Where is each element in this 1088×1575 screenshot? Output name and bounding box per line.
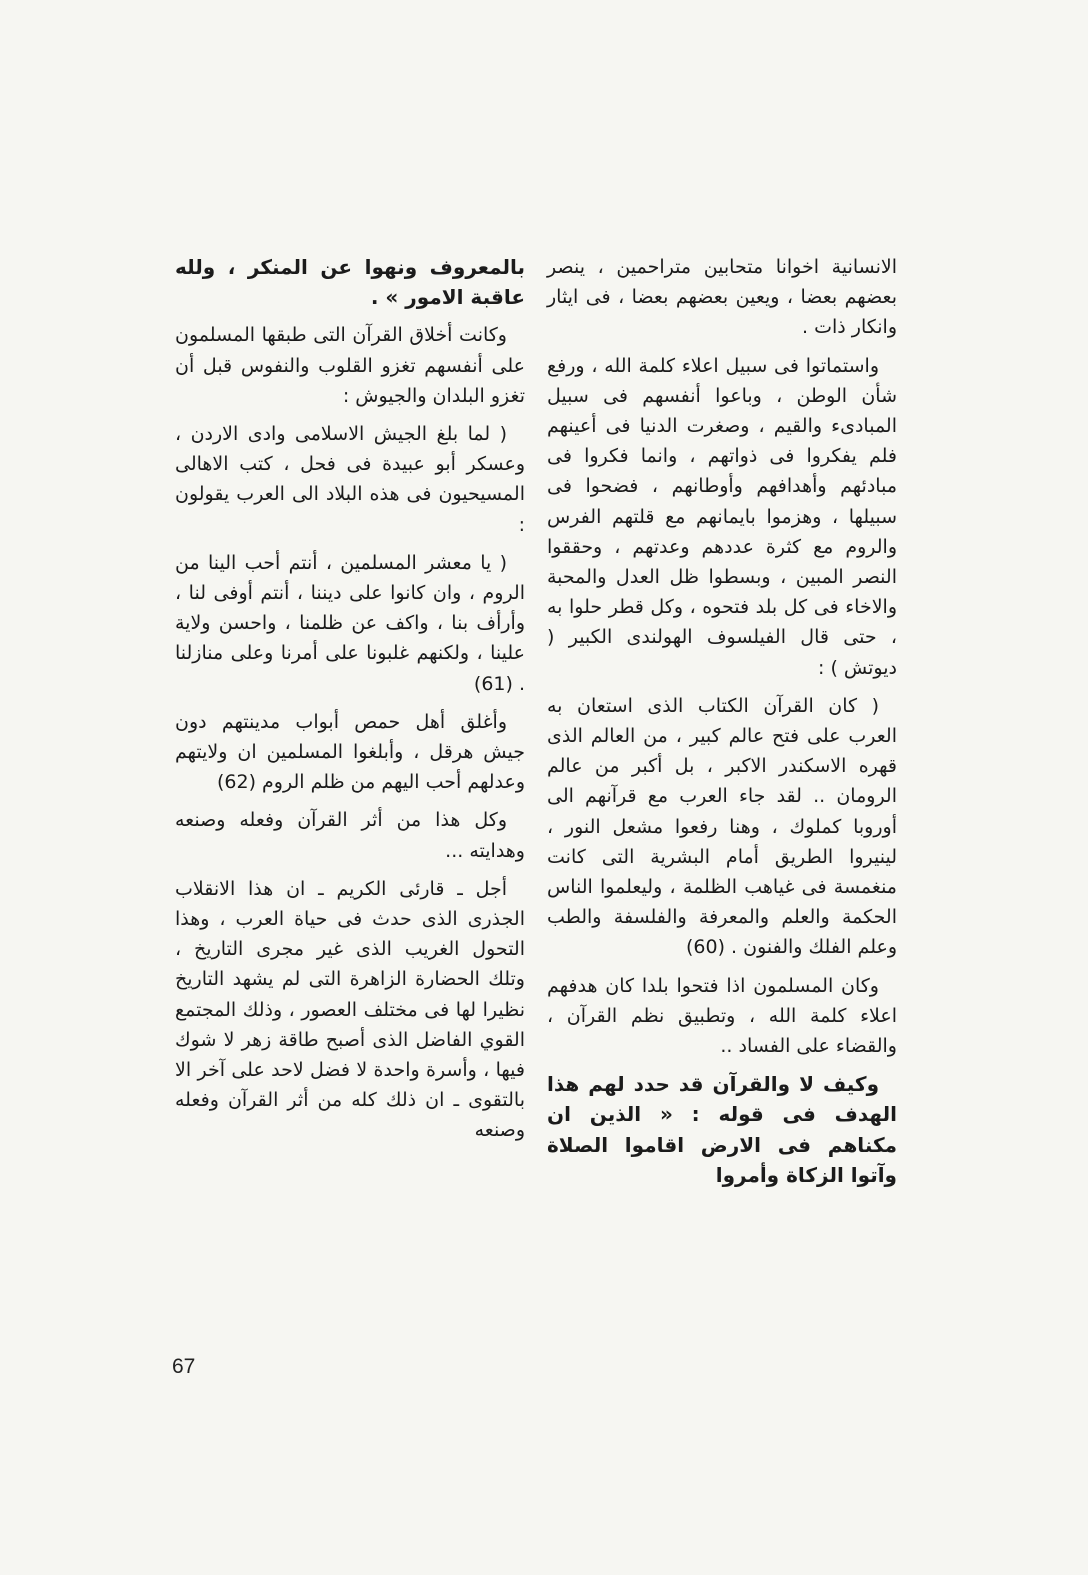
- quote-christians: ( يا معشر المسلمين ، أنتم أحب الينا من الروم ، وان كانوا على ديننا ، أنتم أوفى لنا ، وأرأف بنا ، واكف عن ظلمنا ، واحسن ولاية علينا ، ولكنهم غلبونا على أمرنا وعلى منازلنا . (61): [175, 551, 525, 695]
- paragraph-l7: أجل ـ قارئى الكريم ـ ان هذا الانقلاب الجذرى الذى حدث فى حياة العرب ، وهذا التحول الغريب الذى غير مجرى التاريخ ، وتلك الحضارة الزاهرة التى لم يشهد التاريخ نظيرا لها فى مختلف العصور ، وذلك المجتمع القوي الفاضل الذى أصبح طاقة زهر لا شوك فيها ، وأسرة واحدة لا فضل لاحد على آخر الا بالتقوى ـ ان ذلك كله من أثر القرآن وفعله وصنعه: [175, 877, 525, 1142]
- paragraph-r1: الانسانية اخوانا متحابين متراحمين ، ينصر بعضهم بعضا ، ويعين بعضهم بعضا ، فى ايثار وانكار ذات .: [547, 256, 897, 339]
- page-number: 67: [172, 1355, 196, 1378]
- paragraph-r2: واستماتوا فى سبيل اعلاء كلمة الله ، ورفع شأن الوطن ، وباعوا أنفسهم فى سبيل المبادىء والقيم ، وصغرت الدنيا فى أعينهم فلم يفكروا فى ذواتهم ، وانما فكروا فى مبادئهم وأهدافهم وأوطانهم ، فضحوا فى سبيلها ، وهزموا بايمانهم مع قلتهم الفرس والروم مع كثرة عددهم وعدتهم ، وحققوا النصر المبين ، وبسطوا ظل العدل والمحبة والاخاء فى كل بلد فتحوه ، وكل قطر حلوا به ، حتى قال الفيلسوف الهولندى الكبير ( ديوتش ) :: [547, 354, 897, 679]
- right-column: [547, 252, 897, 1198]
- paragraph-homs: وأغلق أهل حمص أبواب مدينتهم دون جيش هرقل ، وأبلغوا المسلمين ان ولايتهم وعدلهم أحب اليهم من ظلم الروم (62): [175, 710, 525, 794]
- paragraph-r4: وكان المسلمون اذا فتحوا بلدا كان هدفهم اعلاء كلمة الله ، وتطبيق نظم القرآن ، والقضاء على الفساد ..: [547, 974, 897, 1058]
- quote-deutsch: ( كان القرآن الكتاب الذى استعان به العرب على فتح عالم كبير ، من العالم الذى قهره الاسكندر الاكبر ، بل أكبر من عالم الرومان .. لقد جاء العرب مع قرآنهم الى أوروبا كملوك ، وهنا رفعوا مشعل النور ، لينيروا الطريق أمام البشرية التى كانت منغمسة فى غياهب الظلمة ، وليعلموا الناس الحكمة والعلم والمعرفة والفلسفة والطب وعلم الفلك والفنون . (60): [547, 694, 897, 959]
- paragraph-l6: وكل هذا من أثر القرآن وفعله وصنعه وهدايته ...: [175, 809, 525, 862]
- quran-verse-start: وكيف لا والقرآن قد حدد لهم هذا الهدف فى قوله : « الذين ان مكناهم فى الارض اقاموا الصلاة وآتوا الزكاة وأمروا: [547, 1072, 897, 1187]
- left-column: [175, 252, 525, 1154]
- paragraph-l2: وكانت أخلاق القرآن التى طبقها المسلمون على أنفسهم تغزو القلوب والنفوس قبل أن تغزو البلدان والجيوش :: [175, 324, 525, 407]
- paragraph-l3: ( لما بلغ الجيش الاسلامى وادى الاردن ، وعسكر أبو عبيدة فى فحل ، كتب الاهالى المسيحيون فى هذه البلاد الى العرب يقولون :: [175, 423, 525, 536]
- quran-verse-end: بالمعروف ونهوا عن المنكر ، ولله عاقبة الامور » .: [175, 255, 525, 310]
